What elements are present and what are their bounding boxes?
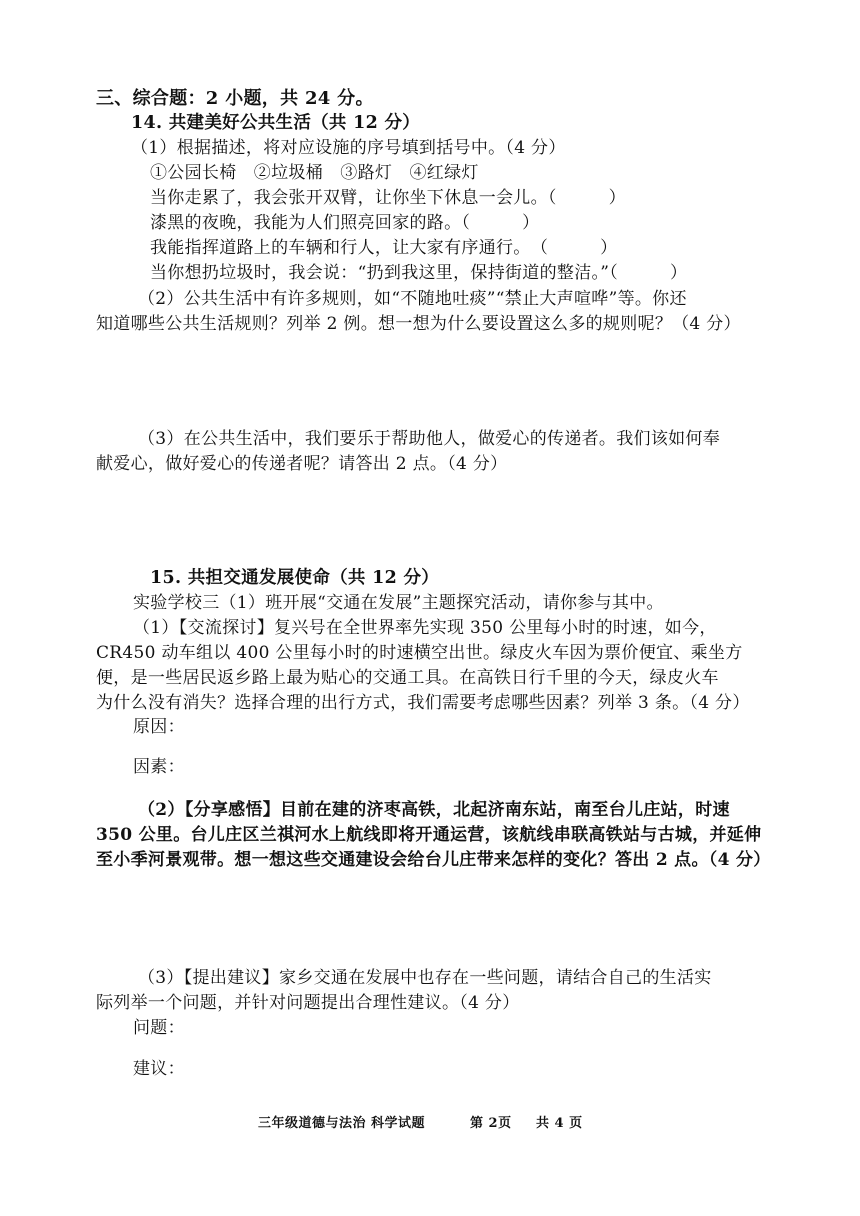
- reason-label: 原因：: [133, 717, 185, 737]
- q15-part3-line2: 际列举一个问题，并针对问题提出合理性建议。（4 分）: [96, 993, 520, 1013]
- footer-page: 第 2页: [470, 1116, 512, 1131]
- q15-intro: 实验学校三（1）班开展“交通在发展”主题探究活动，请你参与其中。: [133, 593, 664, 613]
- q15-part2-line3: 至小季河景观带。想一想这些交通建设会给台儿庄带来怎样的变化？答出 2 点。（4 分）: [96, 850, 771, 870]
- footer-subject: 三年级道德与法治 科学试题: [258, 1116, 426, 1131]
- problem-label: 问题：: [133, 1018, 185, 1038]
- suggestion-label: 建议：: [133, 1059, 185, 1079]
- q15-part2-line2: 350 公里。台儿庄区兰祺河水上航线即将开通运营，该航线串联高铁站与古城，并延伸: [96, 825, 762, 845]
- q14-part3-line1: （3）在公共生活中，我们要乐于帮助他人，做爱心的传递者。我们该如何奉: [138, 429, 721, 449]
- q15-part1-line1: （1）【交流探讨】复兴号在全世界率先实现 350 公里每小时的时速，如今，: [133, 618, 717, 638]
- q15-part1-line2: CR450 动车组以 400 公里每小时的时速横空出世。绿皮火车因为票价便宜、乘坐方: [96, 643, 743, 663]
- q15-part3-line1: （3）【提出建议】家乡交通在发展中也存在一些问题，请结合自己的生活实: [138, 968, 712, 988]
- q14-part2-line2: 知道哪些公共生活规则？列举 2 例。想一想为什么要设置这么多的规则呢？（4 分）: [96, 314, 741, 334]
- q14-part2-line1: （2）公共生活中有许多规则，如“不随地吐痰”“禁止大声喧哗”等。你还: [138, 289, 687, 309]
- q15-part1-line3: 便，是一些居民返乡路上最为贴心的交通工具。在高铁日行千里的今天，绿皮火车: [96, 668, 719, 688]
- q14-item-2: 漆黑的夜晚，我能为人们照亮回家的路。（ ）: [150, 213, 540, 233]
- question-14-title: 14. 共建美好公共生活（共 12 分）: [131, 113, 421, 133]
- q14-item-3: 我能指挥道路上的车辆和行人，让大家有序通行。 （ ）: [150, 238, 618, 258]
- q14-part1-intro: （1）根据描述，将对应设施的序号填到括号中。（4 分）: [131, 138, 566, 158]
- section-title: 三、综合题：2 小题，共 24 分。: [96, 88, 374, 109]
- q14-part3-line2: 献爱心，做好爱心的传递者呢？请答出 2 点。（4 分）: [96, 454, 508, 474]
- q14-item-4: 当你想扔垃圾时，我会说：“扔到我这里，保持街道的整洁。”（ ）: [150, 263, 688, 283]
- factor-label: 因素：: [133, 757, 185, 777]
- q15-part1-line4: 为什么没有消失？选择合理的出行方式，我们需要考虑哪些因素？列举 3 条。（4 分）: [96, 693, 750, 713]
- question-15-title: 15. 共担交通发展使命（共 12 分）: [150, 568, 440, 588]
- footer-total: 共 4 页: [536, 1116, 583, 1131]
- q15-part2-line1: （2）【分享感悟】目前在建的济枣高铁，北起济南东站，南至台儿庄站，时速: [138, 800, 730, 820]
- q14-options: ①公园长椅 ②垃圾桶 ③路灯 ④红绿灯: [150, 163, 479, 183]
- q14-item-1: 当你走累了，我会张开双臂，让你坐下休息一会儿。（ ）: [150, 188, 626, 208]
